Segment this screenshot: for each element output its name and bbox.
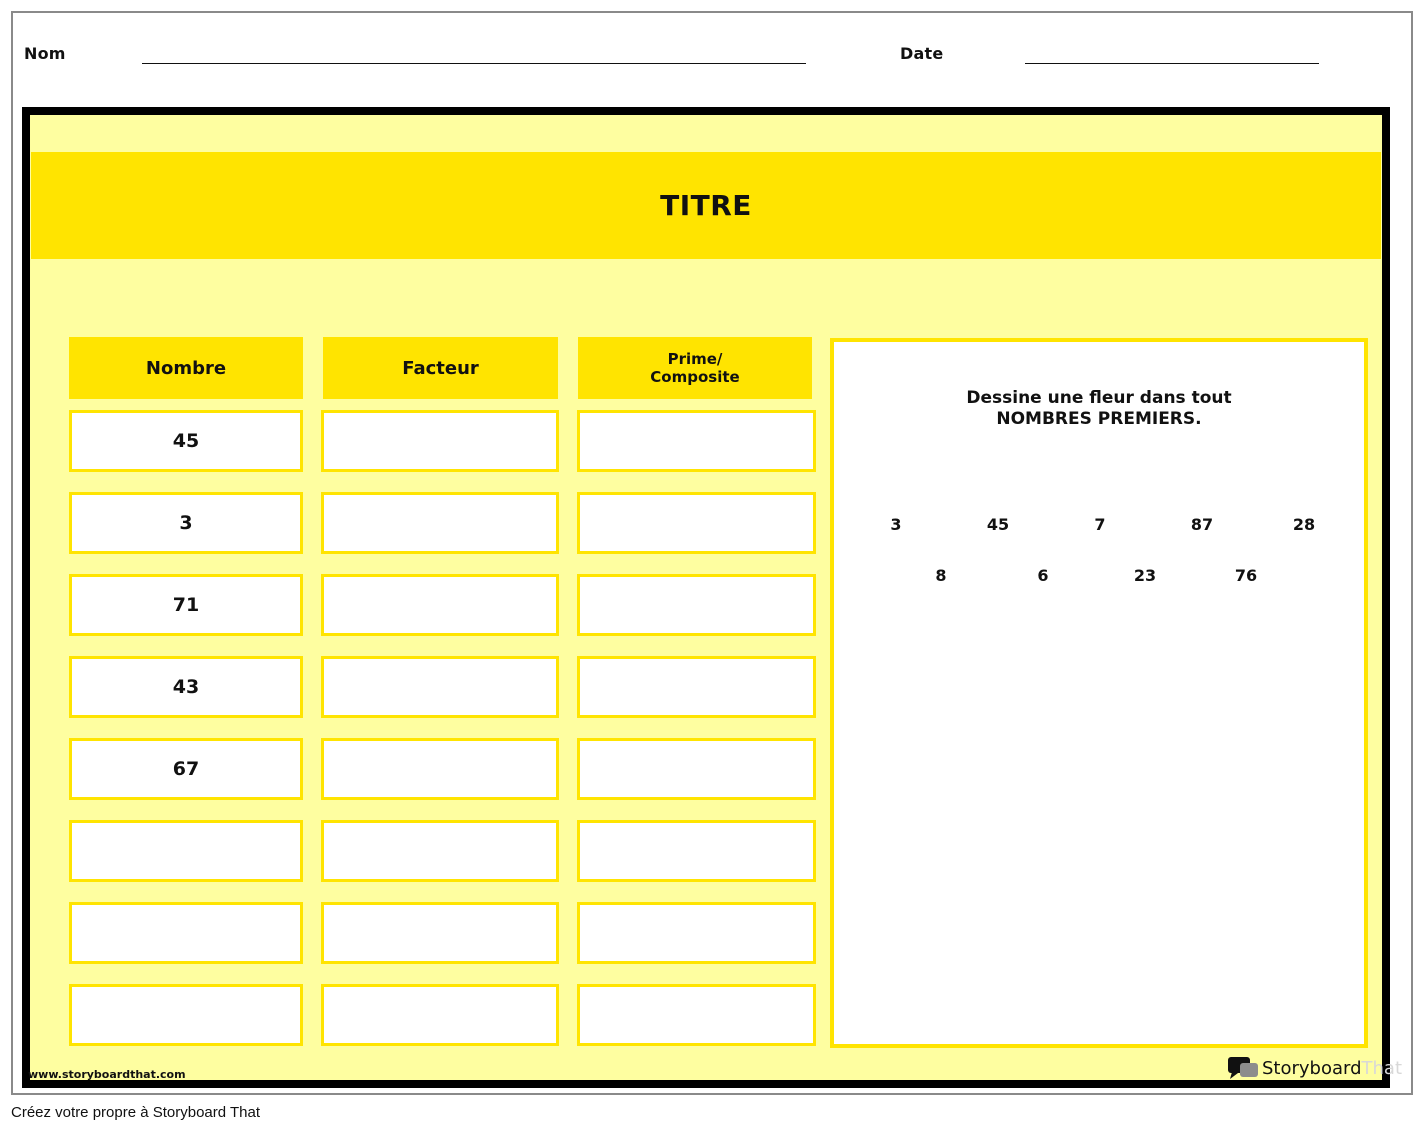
cell-nombre-4[interactable]: 43 bbox=[69, 656, 303, 718]
header-nombre-label: Nombre bbox=[145, 357, 227, 379]
cell-facteur-2[interactable] bbox=[321, 492, 559, 554]
number-item: 6 bbox=[1037, 566, 1049, 585]
header-facteur-label: Facteur bbox=[402, 357, 479, 379]
title-band bbox=[31, 152, 1381, 259]
cell-nombre-1[interactable]: 45 bbox=[69, 410, 303, 472]
number-item: 8 bbox=[935, 566, 947, 585]
date-label: Date bbox=[900, 44, 944, 63]
website-url: www.storyboardthat.com bbox=[28, 1068, 186, 1081]
brand-part-1: Storyboard bbox=[1262, 1057, 1362, 1079]
number-item: 87 bbox=[1190, 515, 1214, 534]
date-line bbox=[1025, 63, 1319, 64]
number-item: 7 bbox=[1094, 515, 1106, 534]
cell-prime-composite-5[interactable] bbox=[577, 738, 816, 800]
cell-nombre-3[interactable]: 71 bbox=[69, 574, 303, 636]
number-item: 3 bbox=[890, 515, 902, 534]
number-item: 28 bbox=[1292, 515, 1316, 534]
cell-facteur-5[interactable] bbox=[321, 738, 559, 800]
number-item: 76 bbox=[1234, 566, 1258, 585]
drawing-box[interactable] bbox=[830, 338, 1368, 1048]
number-item: 45 bbox=[986, 515, 1010, 534]
cell-prime-composite-3[interactable] bbox=[577, 574, 816, 636]
header-composite-label: Composite bbox=[650, 368, 740, 386]
cell-nombre-5[interactable]: 67 bbox=[69, 738, 303, 800]
instruction-line-1: Dessine une fleur dans tout bbox=[966, 388, 1232, 408]
instruction-line-2: NOMBRES PREMIERS. bbox=[996, 409, 1202, 429]
cell-facteur-8[interactable] bbox=[321, 984, 559, 1046]
storyboardthat-logo-icon bbox=[1228, 1055, 1260, 1081]
brand-part-2: That bbox=[1361, 1057, 1403, 1079]
cell-prime-composite-2[interactable] bbox=[577, 492, 816, 554]
cell-nombre-2[interactable]: 3 bbox=[69, 492, 303, 554]
cell-facteur-6[interactable] bbox=[321, 820, 559, 882]
cell-nombre-6[interactable] bbox=[69, 820, 303, 882]
cell-prime-composite-6[interactable] bbox=[577, 820, 816, 882]
instruction bbox=[834, 388, 1364, 430]
brand-logo bbox=[1228, 1055, 1402, 1081]
cell-nombre-7[interactable] bbox=[69, 902, 303, 964]
cell-prime-composite-7[interactable] bbox=[577, 902, 816, 964]
name-line bbox=[142, 63, 806, 64]
header-prime-label: Prime/ bbox=[667, 350, 723, 368]
page-title: TITRE bbox=[660, 189, 752, 222]
cell-facteur-7[interactable] bbox=[321, 902, 559, 964]
header-nombre bbox=[69, 337, 303, 399]
number-item: 23 bbox=[1133, 566, 1157, 585]
cell-prime-composite-8[interactable] bbox=[577, 984, 816, 1046]
cell-facteur-4[interactable] bbox=[321, 656, 559, 718]
cell-facteur-3[interactable] bbox=[321, 574, 559, 636]
cell-prime-composite-4[interactable] bbox=[577, 656, 816, 718]
cell-nombre-8[interactable] bbox=[69, 984, 303, 1046]
cell-prime-composite-1[interactable] bbox=[577, 410, 816, 472]
header-facteur bbox=[323, 337, 558, 399]
header-prime-composite bbox=[578, 337, 812, 399]
name-label: Nom bbox=[24, 44, 66, 63]
cell-facteur-1[interactable] bbox=[321, 410, 559, 472]
footer-credit: Créez votre propre à Storyboard That bbox=[11, 1104, 261, 1121]
